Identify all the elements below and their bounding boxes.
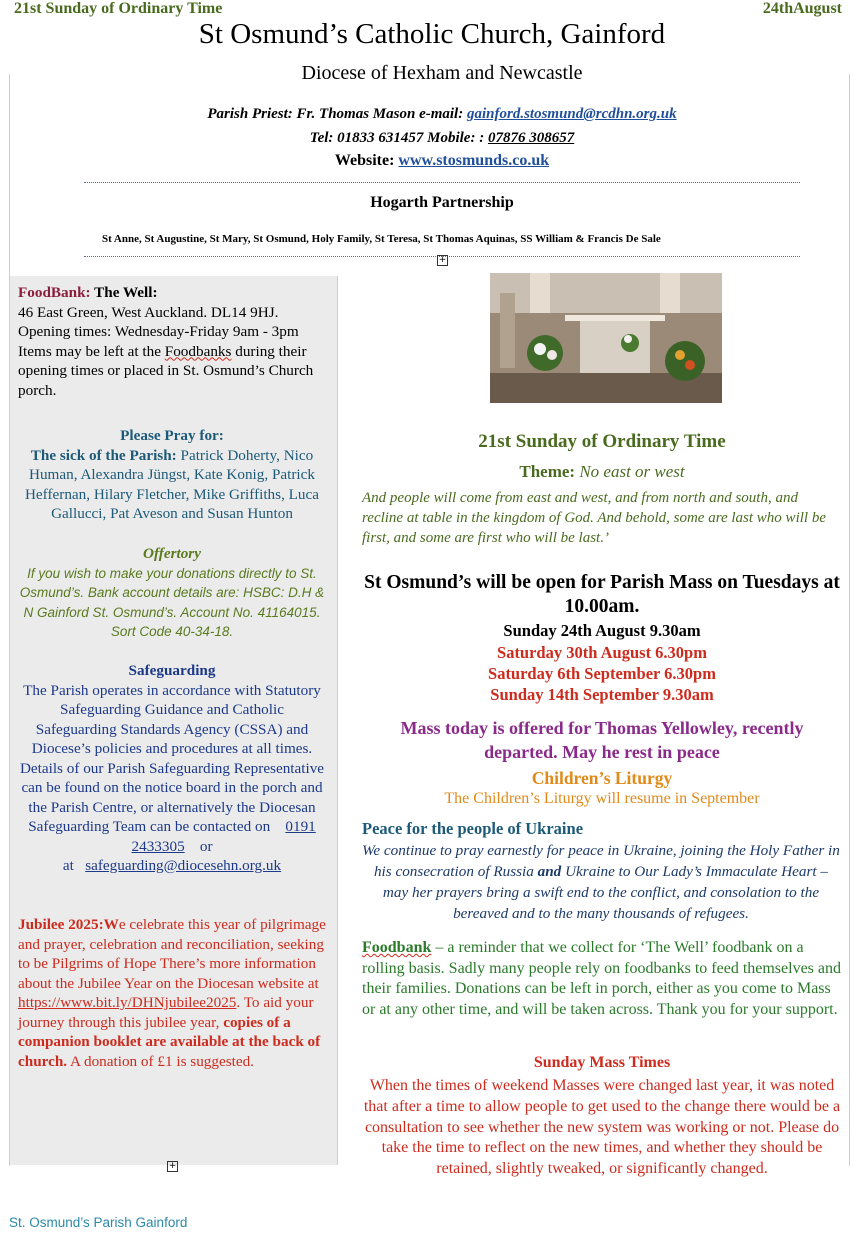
table-handle-icon[interactable]: + bbox=[168, 1161, 177, 1171]
partnership-parishes: St Anne, St Augustine, St Mary, St Osmund, Holy Family, St Teresa, St Thomas Aquinas, SS William & Francis De Sale bbox=[102, 233, 661, 245]
header-date: 24thAugust bbox=[762, 0, 842, 17]
website-label: Website: bbox=[334, 152, 399, 169]
safeguarding-email-link[interactable]: safeguarding@diocesehn.org.uk bbox=[85, 857, 282, 874]
sunday-mass-times-text: When the times of weekend Masses were changed last year, it was noted that after a time to allow people to get used to the change there would be a consultation to see whether the new system was working or not. Please do take the time to reflect on the new times, and whether they should be retained, slightly tweaked, or significantly changed. bbox=[363, 1077, 841, 1178]
mass-time: Saturday 6th September 6.30pm bbox=[488, 664, 716, 683]
left-sidebar bbox=[9, 276, 338, 1165]
jubilee-label: Jubilee 2025:W bbox=[18, 916, 119, 933]
prayer-block bbox=[18, 426, 326, 524]
foodbank-notice: Foodbank – a reminder that we collect for ‘The Well’ foodbank on a rolling basis. Sadly many people rely on foodbanks to feed themselves and their families. Donations can be left in porch, either as you come to Mass or at any other time, and will be taken across. Thank you for your support. bbox=[362, 939, 842, 1019]
mobile-link[interactable]: 07876 308657 bbox=[487, 130, 575, 146]
page-footer: St. Osmund’s Parish Gainford bbox=[9, 1215, 188, 1230]
offertory-block bbox=[18, 544, 326, 642]
offertory-heading: Offertory bbox=[143, 545, 201, 562]
safeguarding-heading: Safeguarding bbox=[128, 662, 216, 679]
phone-contact bbox=[0, 130, 864, 147]
childrens-liturgy-heading: Children’s Liturgy bbox=[531, 768, 673, 788]
tel-label: Tel: 01833 631457 Mobile: : bbox=[309, 130, 488, 146]
open-notice: St Osmund’s will be open for Parish Mass on Tuesdays at 10.00am. bbox=[364, 572, 840, 617]
safeguarding-text: The Parish operates in accordance with Statutory Safeguarding Guidance and Catholic Safeguarding Standards Agency (CSSA) and Diocese’s policies and procedures at all times. Details of our Parish Safeguarding Representative can be found on the notice board in the porch and the Parish Centre, or alternatively the Diocesan Safeguarding Team can be contacted on 0191 2433305 or at safeguarding@diocesehn.org.uk bbox=[19, 681, 325, 874]
divider bbox=[84, 182, 800, 183]
diocese-subtitle: Diocese of Hexham and Newcastle bbox=[301, 62, 583, 84]
mass-time: Saturday 30th August 6.30pm bbox=[497, 643, 707, 662]
theme: Theme: No east or west bbox=[519, 462, 685, 481]
priest-contact bbox=[0, 106, 864, 123]
foodbank-label: FoodBank: bbox=[18, 284, 91, 301]
mass-time: Sunday 24th August 9.30am bbox=[503, 621, 701, 640]
foodbank-block: FoodBank: The Well: 46 East Green, West Auckland. DL14 9HJ. Opening times: Wednesday-Friday 9am - 3pm Items may be left at the Foodbanks during their opening times or placed in St. Osmund’s Church porch. bbox=[18, 284, 314, 399]
safeguarding-block bbox=[18, 661, 326, 876]
gospel-quote: And people will come from east and west, and from north and south, and recline at table in the kingdom of God. And behold, some are last who will be first, and some are first who will be last.’ bbox=[362, 490, 826, 546]
sick-list: The sick of the Parish: Patrick Doherty, Nico Human, Alexandra Jüngst, Kate Konig, Patrick Heffernan, Hilary Fletcher, Mike Griffiths, Luca Gallucci, Pat Aveson and Susan Hunton bbox=[24, 446, 320, 522]
church-title: St Osmund’s Catholic Church, Gainford bbox=[198, 18, 666, 50]
priest-email-link[interactable]: gainford.stosmund@rcdhn.org.uk bbox=[466, 106, 677, 122]
mass-offered: Mass today is offered for Thomas Yellowley, recently departed. May he rest in peace bbox=[400, 718, 804, 762]
church-altar-photo bbox=[490, 273, 722, 403]
ukraine-text: We continue to pray earnestly for peace in Ukraine, joining the Holy Father in his consecration of Russia and Ukraine to Our Lady’s Immaculate Heart – may her prayers bring a swift end to the conflict, and consolation to the bereaved and to the many thousands of refugees. bbox=[362, 842, 840, 922]
website-line bbox=[0, 152, 864, 170]
jubilee-link[interactable]: https://www.bit.ly/DHNjubilee2025 bbox=[18, 994, 237, 1011]
safeguarding-phone-link[interactable]: 0191 2433305 bbox=[131, 818, 316, 855]
website-link[interactable]: www.stosmunds.co.uk bbox=[398, 152, 550, 169]
ukraine-heading: Peace for the people of Ukraine bbox=[362, 819, 584, 838]
table-handle-icon[interactable]: + bbox=[438, 255, 447, 265]
right-page-rule bbox=[849, 74, 850, 1166]
partnership-heading: Hogarth Partnership bbox=[370, 194, 514, 211]
header-date-title: 21st Sunday of Ordinary Time bbox=[14, 0, 223, 17]
altar-image bbox=[490, 273, 722, 403]
jubilee-block: Jubilee 2025:We celebrate this year of pilgrimage and prayer, celebration and reconciliation, seeking to be Pilgrims of Hope There’s more information about the Jubilee Year on the Diocesan website at https://www.bit.ly/DHNjubilee2025. To aid your journey through this jubilee year, copies of a companion booklet are available at the back of church. A donation of £1 is suggested. bbox=[18, 916, 326, 1070]
foodbank-address: 46 East Green, West Auckland. DL14 9HJ. Opening times: Wednesday-Friday 9am - 3pm bbox=[18, 303, 299, 340]
pray-heading: Please Pray for: bbox=[120, 427, 224, 444]
offertory-text: If you wish to make your donations directly to St. Osmund’s. Bank account details are: HSBC: D.H & N Gainford St. Osmund’s. Account No. 41164015. Sort Code 40-34-18. bbox=[19, 565, 325, 639]
sunday-title: 21st Sunday of Ordinary Time bbox=[478, 431, 726, 452]
sunday-mass-times-heading: Sunday Mass Times bbox=[533, 1054, 671, 1071]
foodbank-name: The Well: bbox=[90, 284, 158, 301]
mass-time: Sunday 14th September 9.30am bbox=[490, 685, 714, 704]
priest-label: Parish Priest: Fr. Thomas Mason e-mail: bbox=[207, 106, 467, 122]
childrens-liturgy-text: The Children’s Liturgy will resume in September bbox=[444, 790, 760, 807]
